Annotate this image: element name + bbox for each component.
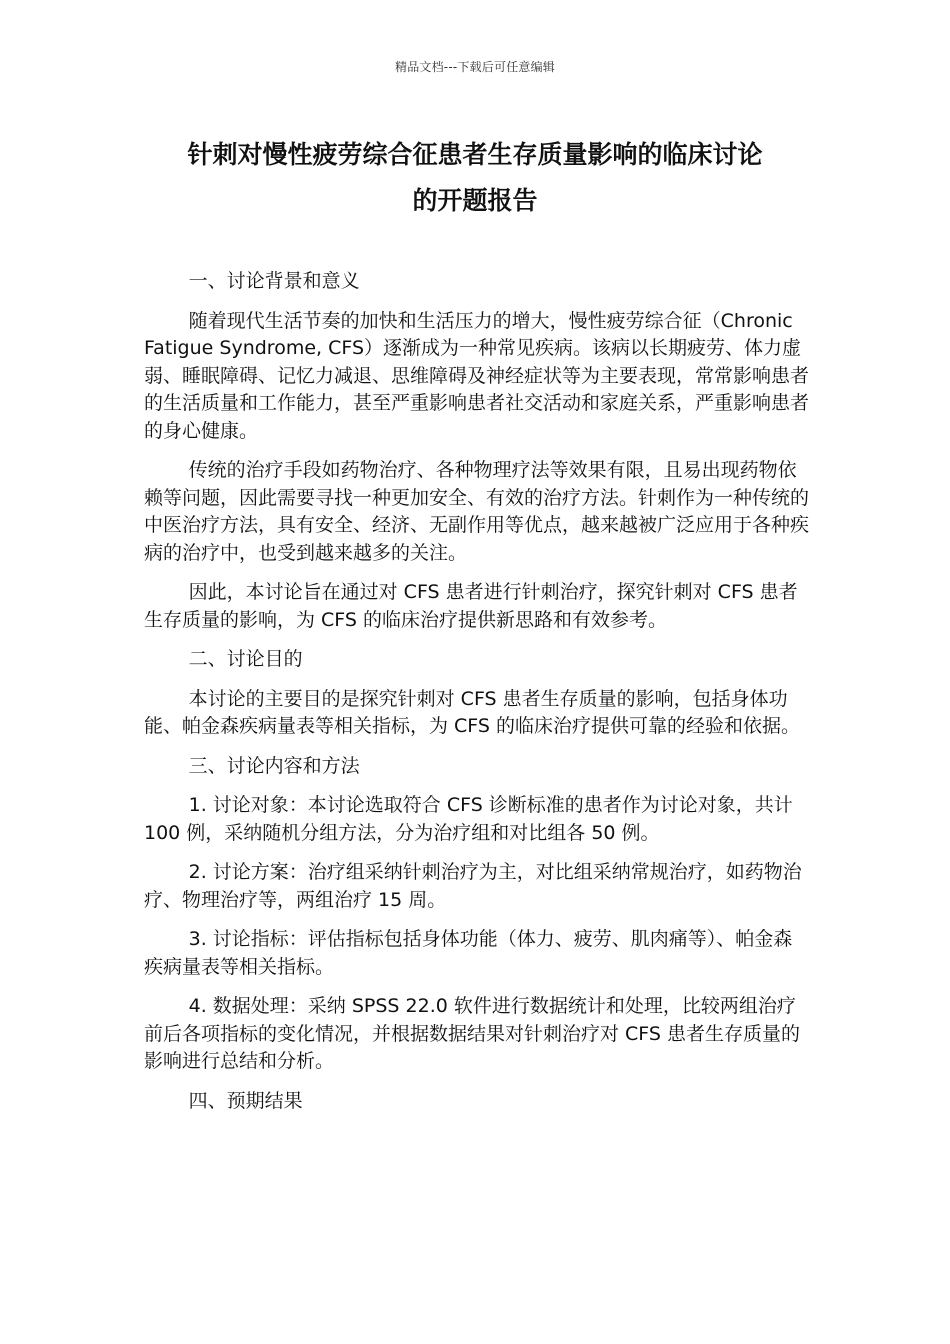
header-note: 精品文档---下载后可任意编辑: [395, 60, 555, 74]
paragraph-background-3: 因此，本讨论旨在通过对 CFS 患者进行针刺治疗，探究针刺对 CFS 患者生存质量的影响，为 CFS 的临床治疗提供新思路和有效参考。: [144, 581, 798, 631]
section-heading-methods: 三、讨论内容和方法: [188, 754, 360, 777]
paragraph-methods-plan: 2. 讨论方案：治疗组采纳针刺治疗为主，对比组采纳常规治疗，如药物治疗、物理治疗等，两组治疗 15 周。: [144, 861, 802, 911]
paragraph-background-1: 随着现代生活节奏的加快和生活压力的增大，慢性疲劳综合征（Chronic Fatigue Syndrome, CFS）逐渐成为一种常见疾病。该病以长期疲劳、体力虚弱、睡眠障碍、记忆力减退、思维障碍及神经症状等为主要表现，常常影响患者的生活质量和工作能力，甚至严重影响患者社交活动和家庭关系，严重影响患者的身心健康。: [144, 309, 810, 442]
paragraph-methods-indicators: 3. 讨论指标：评估指标包括身体功能（体力、疲劳、肌肉痛等）、帕金森疾病量表等相关指标。: [144, 928, 793, 978]
document-title: [130, 132, 820, 224]
title-line-2: 的开题报告: [412, 186, 538, 215]
section-heading-expected-results: 四、预期结果: [188, 1089, 303, 1112]
title-line-1: 针刺对慢性疲劳综合征患者生存质量影响的临床讨论: [187, 140, 763, 169]
paragraph-methods-data: 4. 数据处理：采纳 SPSS 22.0 软件进行数据统计和处理，比较两组治疗前后各项指标的变化情况，并根据数据结果对针刺治疗对 CFS 患者生存质量的影响进行总结和分析。: [144, 995, 801, 1072]
paragraph-purpose-1: 本讨论的主要目的是探究针刺对 CFS 患者生存质量的影响，包括身体功能、帕金森疾病量表等相关指标，为 CFS 的临床治疗提供可靠的经验和依据。: [144, 687, 801, 737]
section-heading-purpose: 二、讨论目的: [188, 648, 303, 670]
section-heading-background: 一、讨论背景和意义: [188, 270, 360, 292]
paragraph-methods-subjects: 1. 讨论对象：本讨论选取符合 CFS 诊断标准的患者作为讨论对象，共计 100 例，采纳随机分组方法，分为治疗组和对比组各 50 例。: [144, 794, 793, 844]
paragraph-background-2: 传统的治疗手段如药物治疗、各种物理疗法等效果有限，且易出现药物依赖等问题，因此需要寻找一种更加安全、有效的治疗方法。针刺作为一种传统的中医治疗方法，具有安全、经济、无副作用等优点，越来越被广泛应用于各种疾病的治疗中，也受到越来越多的关注。: [144, 459, 810, 564]
document-body: [144, 268, 810, 1127]
